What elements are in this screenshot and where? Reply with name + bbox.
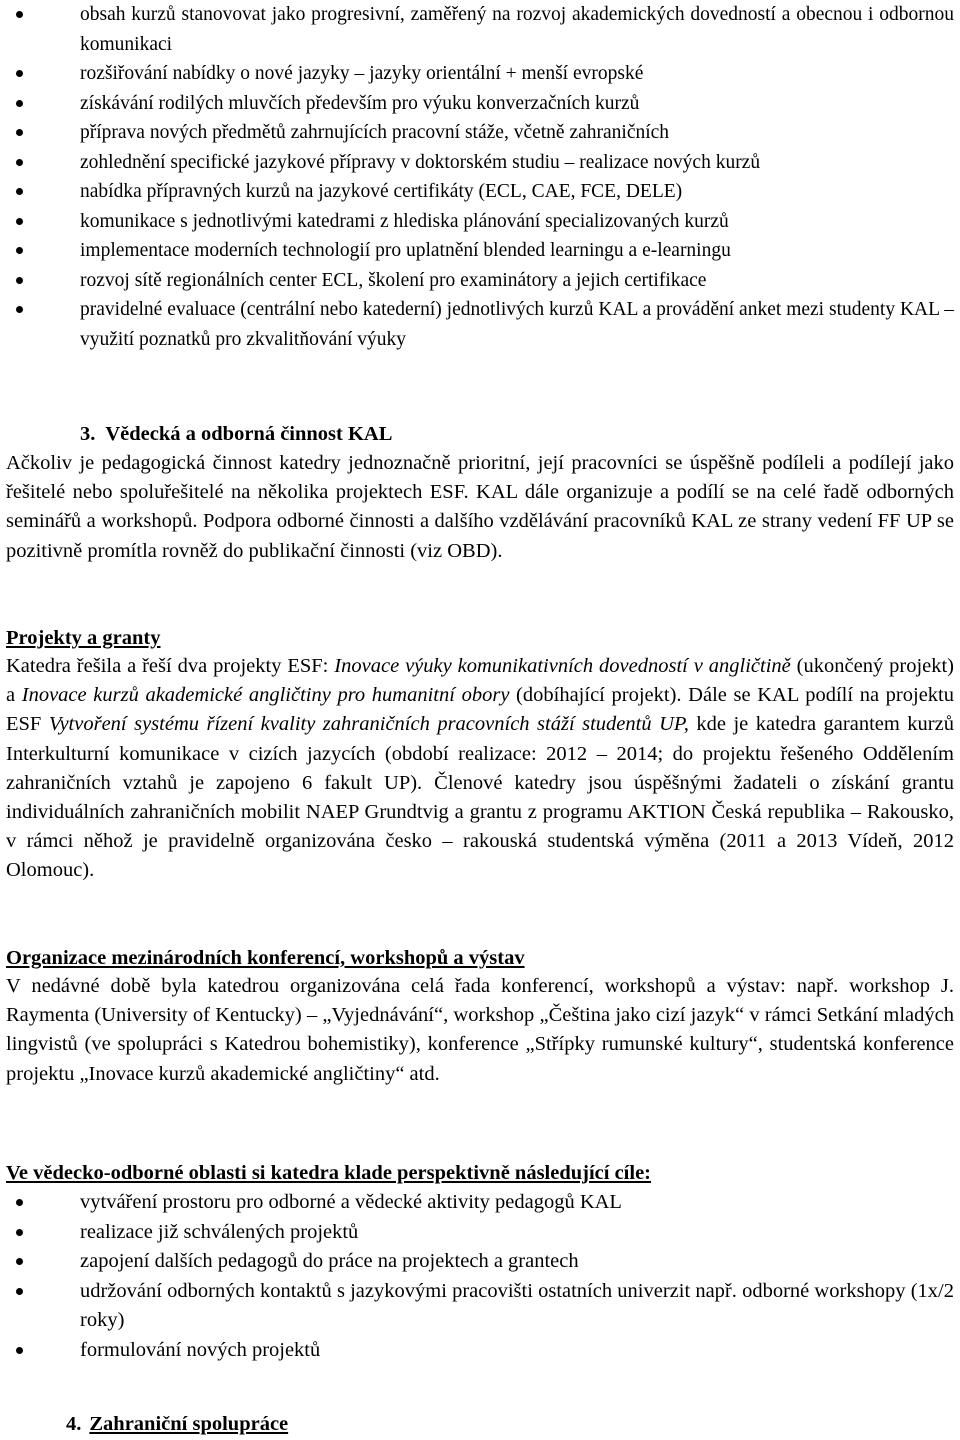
list-item: komunikace s jednotlivými katedrami z hlediska plánování specializovaných kurzů [0,207,960,237]
list-item: udržování odborných kontaktů s jazykovými pracovišti ostatních univerzit např. odborné workshopy (1x/2 roky) [0,1277,960,1336]
projects-heading: Projekty a granty [6,627,161,649]
list-item: implementace moderních technologií pro uplatnění blended learningu a e-learningu [0,236,960,266]
project-title: Inovace výuky komunikativních dovedností v angličtině [334,655,791,677]
section-3-paragraph: Ačkoliv je pedagogická činnost katedry jednoznačně prioritní, její pracovníci se úspěšně podíleli a podílejí jako řešitelé nebo spoluřešitelé na několika projektech ESF. KAL dále organizuje a podílí se na celé řadě odborných seminářů a workshopů. Podpora odborné činnosti a dalšího vzdělávání pracovníků KAL ze strany vedení FF UP se pozitivně promítla rovněž do publikační činnosti (viz OBD). [6,452,954,562]
goals-list [0,1188,960,1365]
project-title: Inovace kurzů akademické angličtiny pro humanitní obory [21,684,510,707]
section-4-heading [66,1410,288,1439]
list-item: příprava nových předmětů zahrnujících pracovní stáže, včetně zahraničních [0,118,960,148]
project-title: Vytvoření systému řízení kvality zahraničních pracovních stáží studentů UP, [48,713,689,736]
conferences-paragraph: V nedávné době byla katedrou organizována celá řada konferencí, workshopů a výstav: např. workshop J. Raymenta (University of Kentucky) – „Vyjednávání“, workshop „Čeština jako cizí jazyk“ v rámci Setkání mladých lingvistů (ve spolupráci s Katedrou bohemistiky), konference „Střípky rumunské kultury“, studentská konference projektu „Inovace kurzů akademické angličtiny“ atd. [6,975,954,1085]
section-title: Zahraniční spolupráce [89,1413,289,1435]
list-item: formulování nových projektů [0,1336,960,1366]
section-title: Vědecká a odborná činnost KAL [105,423,393,445]
list-item: vytváření prostoru pro odborné a vědecké aktivity pedagogů KAL [0,1188,960,1218]
bullet-icon [16,188,23,195]
bullet-icon [16,218,23,225]
bullet-icon [16,1199,23,1206]
section-number: 3. [80,423,96,445]
bullet-icon [16,306,23,313]
conferences-heading: Organizace mezinárodních konferencí, workshopů a výstav [6,947,525,969]
bullet-icon [16,1229,23,1236]
bullet-icon [16,247,23,254]
list-item: rozvoj sítě regionálních center ECL, školení pro examinátory a jejich certifikace [0,266,960,296]
bullet-icon [16,11,23,18]
bullet-icon [16,159,23,166]
list-item: získávání rodilých mluvčích především pro výuku konverzačních kurzů [0,89,960,119]
bullet-icon [16,1347,23,1354]
list-item: zohlednění specifické jazykové přípravy v doktorském studiu – realizace nových kurzů [0,148,960,178]
bullet-icon [16,277,23,284]
projects-paragraph: Katedra řešila a řeší dva projekty ESF: Inovace výuky komunikativních dovedností v angličtině (ukončený projekt) a Inovace kurzů akademické angličtiny pro humanitní obory (dobíhající projekt). Dále se KAL podílí na projektu ESF Vytvoření systému řízení kvality zahraničních pracovních stáží studentů UP, kde je katedra garantem kurzů Interkulturní komunikace v cizích jazycích (období realizace: 2012 – 2014; do projektu řešeného Oddělením zahraničních vztahů je zapojeno 6 fakult UP). Členové katedry jsou úspěšnými žadateli o získání grantu individuálních zahraničních mobilit NAEP Grundtvig a grantu z programu AKTION Česká republika – Rakousko, v rámci něhož je pravidelně organizována česko – rakouská studentská výměna (2011 a 2013 Vídeň, 2012 Olomouc). [6,655,955,882]
list-item: zapojení dalších pedagogů do práce na projektech a grantech [0,1247,960,1277]
list-item: obsah kurzů stanovovat jako progresivní, zaměřený na rozvoj akademických dovedností a obecnou i odbornou komunikaci [0,0,960,59]
bullet-icon [16,100,23,107]
section-number: 4. [66,1413,82,1435]
list-item: nabídka přípravných kurzů na jazykové certifikáty (ECL, CAE, FCE, DELE) [0,177,960,207]
bullet-icon [16,70,23,77]
bullet-icon [16,1288,23,1295]
list-item: rozšiřování nabídky o nové jazyky – jazyky orientální + menší evropské [0,59,960,89]
course-goals-list [0,0,960,354]
goals-heading: Ve vědecko-odborné oblasti si katedra klade perspektivně následující cíle: [6,1162,651,1184]
bullet-icon [16,129,23,136]
bullet-icon [16,1258,23,1265]
list-item: realizace již schválených projektů [0,1218,960,1248]
section-3-heading [80,420,392,449]
list-item: pravidelné evaluace (centrální nebo katederní) jednotlivých kurzů KAL a provádění anket mezi studenty KAL – využití poznatků pro zkvalitňování výuky [0,295,960,354]
